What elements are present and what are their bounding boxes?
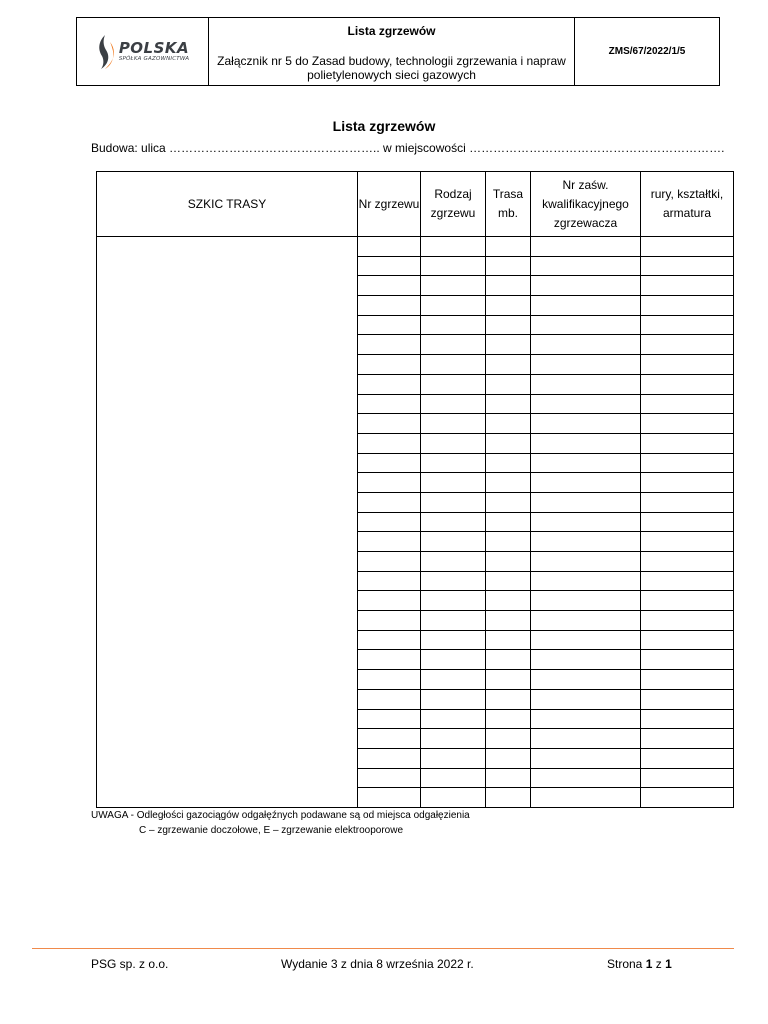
table-cell[interactable] — [421, 335, 486, 355]
sketch-area[interactable] — [97, 237, 358, 808]
table-cell[interactable] — [358, 552, 421, 572]
table-cell[interactable] — [421, 315, 486, 335]
weld-list-table — [96, 171, 734, 808]
header-title-cell — [209, 18, 575, 85]
page-total: 1 — [665, 957, 672, 971]
table-cell[interactable] — [421, 433, 486, 453]
table-cell[interactable] — [358, 492, 421, 512]
table-cell[interactable] — [486, 473, 531, 493]
note-line-2: C – zgrzewanie doczołowe, E – zgrzewanie elektrooporowe — [139, 825, 404, 836]
table-cell[interactable] — [358, 729, 421, 749]
table-cell[interactable] — [531, 670, 641, 690]
table-cell[interactable] — [531, 394, 641, 414]
table-cell[interactable] — [486, 394, 531, 414]
table-cell[interactable] — [358, 689, 421, 709]
table-cell[interactable] — [641, 729, 734, 749]
table-cell[interactable] — [358, 709, 421, 729]
table-cell[interactable] — [358, 394, 421, 414]
col-header-nr: Nr zgrzewu — [358, 172, 421, 237]
table-cell[interactable] — [641, 433, 734, 453]
col-header-szkic: SZKIC TRASY — [97, 172, 358, 237]
table-cell[interactable] — [486, 532, 531, 552]
table-cell[interactable] — [641, 394, 734, 414]
table-cell[interactable] — [641, 256, 734, 276]
table-cell[interactable] — [486, 414, 531, 434]
table-cell[interactable] — [486, 433, 531, 453]
table-cell[interactable] — [641, 335, 734, 355]
table-cell[interactable] — [421, 689, 486, 709]
note-block — [91, 808, 470, 838]
table-cell[interactable] — [641, 768, 734, 788]
table-cell[interactable] — [531, 355, 641, 375]
table-cell[interactable] — [641, 473, 734, 493]
table-cell[interactable] — [486, 650, 531, 670]
table-cell[interactable] — [531, 788, 641, 808]
table-cell[interactable] — [358, 355, 421, 375]
table-cell[interactable] — [486, 296, 531, 316]
table-cell[interactable] — [641, 650, 734, 670]
budowa-line: Budowa: ulica …………………………………………….. w miejscowości ………………………………………………………. — [91, 141, 725, 155]
footer-edition: Wydanie 3 z dnia 8 września 2022 r. — [281, 957, 474, 971]
table-cell[interactable] — [421, 670, 486, 690]
table-cell[interactable] — [641, 611, 734, 631]
table-cell[interactable] — [531, 473, 641, 493]
page-current: 1 — [645, 957, 653, 971]
table-cell[interactable] — [486, 276, 531, 296]
header-subtitle: Załącznik nr 5 do Zasad budowy, technologii zgrzewania i napraw polietylenowych sieci gazowych — [217, 54, 566, 82]
table-cell[interactable] — [531, 768, 641, 788]
table-cell[interactable] — [358, 512, 421, 532]
table-cell[interactable] — [358, 276, 421, 296]
table-cell[interactable] — [486, 591, 531, 611]
table-cell[interactable] — [531, 630, 641, 650]
table-cell[interactable] — [531, 276, 641, 296]
doc-code: ZMS/67/2022/1/5 — [608, 46, 686, 57]
table-cell[interactable] — [531, 492, 641, 512]
table-cell[interactable] — [486, 315, 531, 335]
table-cell[interactable] — [358, 374, 421, 394]
table-cell[interactable] — [531, 689, 641, 709]
table-cell[interactable] — [486, 453, 531, 473]
table-cell[interactable] — [486, 492, 531, 512]
table-cell[interactable] — [421, 729, 486, 749]
col-header-trasa: Trasa mb. — [486, 172, 531, 237]
table-cell[interactable] — [421, 552, 486, 572]
table-cell[interactable] — [486, 571, 531, 591]
table-cell[interactable] — [421, 453, 486, 473]
table-cell[interactable] — [531, 256, 641, 276]
table-cell[interactable] — [641, 374, 734, 394]
table-cell[interactable] — [421, 256, 486, 276]
table-cell[interactable] — [358, 768, 421, 788]
table-cell[interactable] — [358, 414, 421, 434]
document-header — [76, 17, 720, 86]
col-header-rodzaj: Rodzaj zgrzewu — [421, 172, 486, 237]
table-cell[interactable] — [421, 512, 486, 532]
table-cell[interactable] — [358, 571, 421, 591]
table-cell[interactable] — [641, 630, 734, 650]
table-cell[interactable] — [531, 453, 641, 473]
table-cell[interactable] — [641, 355, 734, 375]
table-cell[interactable] — [531, 571, 641, 591]
table-cell[interactable] — [421, 473, 486, 493]
table-cell[interactable] — [421, 414, 486, 434]
col-header-kwalifikacja: Nr zaśw. kwalifikacyjnego zgrzewacza — [531, 172, 641, 237]
table-cell[interactable] — [486, 611, 531, 631]
table-cell[interactable] — [421, 276, 486, 296]
table-cell[interactable] — [358, 296, 421, 316]
table-cell[interactable] — [641, 788, 734, 808]
table-cell[interactable] — [531, 591, 641, 611]
table-cell[interactable] — [421, 394, 486, 414]
table-cell[interactable] — [641, 591, 734, 611]
table-cell[interactable] — [358, 670, 421, 690]
table-cell[interactable] — [641, 709, 734, 729]
table-cell[interactable] — [641, 453, 734, 473]
table-cell[interactable] — [641, 296, 734, 316]
table-cell[interactable] — [486, 630, 531, 650]
footer-company: PSG sp. z o.o. — [91, 957, 169, 971]
table-cell[interactable] — [486, 670, 531, 690]
table-cell[interactable] — [531, 532, 641, 552]
note-line-1: UWAGA - Odległości gazociągów odgałęźnych podawane są od miejsca odgałęzienia — [91, 810, 470, 821]
table-header-row — [97, 172, 734, 237]
table-cell[interactable] — [421, 532, 486, 552]
table-cell[interactable] — [421, 374, 486, 394]
table-cell[interactable] — [531, 237, 641, 257]
table-cell[interactable] — [421, 788, 486, 808]
weld-list-table-wrap — [96, 171, 734, 808]
logo-main-text: POLSKA — [118, 38, 190, 57]
table-cell[interactable] — [531, 611, 641, 631]
table-cell[interactable] — [421, 630, 486, 650]
table-cell[interactable] — [531, 374, 641, 394]
table-cell[interactable] — [486, 355, 531, 375]
table-cell[interactable] — [531, 335, 641, 355]
logo-sub-text: SPÓŁKA GAZOWNICTWA — [118, 55, 190, 62]
table-cell[interactable] — [358, 315, 421, 335]
table-cell[interactable] — [358, 591, 421, 611]
table-cell[interactable] — [358, 237, 421, 257]
table-cell[interactable] — [641, 414, 734, 434]
page-prefix: Strona — [607, 957, 643, 971]
table-cell[interactable] — [358, 788, 421, 808]
table-cell[interactable] — [531, 414, 641, 434]
table-cell[interactable] — [421, 296, 486, 316]
table-cell[interactable] — [358, 473, 421, 493]
table-cell[interactable] — [531, 552, 641, 572]
psg-logo — [96, 34, 189, 70]
table-cell[interactable] — [358, 650, 421, 670]
table-cell[interactable] — [358, 748, 421, 768]
table-cell[interactable] — [641, 552, 734, 572]
table-cell[interactable] — [358, 630, 421, 650]
table-cell[interactable] — [486, 335, 531, 355]
table-cell[interactable] — [531, 512, 641, 532]
table-cell[interactable] — [486, 768, 531, 788]
table-cell[interactable] — [486, 256, 531, 276]
table-cell[interactable] — [531, 315, 641, 335]
table-cell[interactable] — [641, 315, 734, 335]
footer-page — [607, 957, 672, 971]
table-cell[interactable] — [358, 335, 421, 355]
table-cell[interactable] — [531, 650, 641, 670]
table-cell[interactable] — [531, 433, 641, 453]
table-cell[interactable] — [486, 709, 531, 729]
table-cell[interactable] — [358, 256, 421, 276]
table-cell[interactable] — [358, 453, 421, 473]
table-cell[interactable] — [641, 670, 734, 690]
table-cell[interactable] — [486, 729, 531, 749]
table-cell[interactable] — [641, 512, 734, 532]
table-cell[interactable] — [531, 729, 641, 749]
table-cell[interactable] — [421, 492, 486, 512]
table-cell[interactable] — [641, 571, 734, 591]
table-body — [97, 237, 734, 808]
table-cell[interactable] — [641, 492, 734, 512]
table-cell[interactable] — [421, 650, 486, 670]
table-cell[interactable] — [421, 237, 486, 257]
table-cell[interactable] — [486, 512, 531, 532]
table-cell[interactable] — [421, 768, 486, 788]
table-cell[interactable] — [421, 611, 486, 631]
logo-cell — [77, 18, 209, 85]
table-cell[interactable] — [486, 374, 531, 394]
table-cell[interactable] — [486, 552, 531, 572]
flame-icon — [96, 34, 116, 70]
table-cell[interactable] — [531, 748, 641, 768]
col-header-rury: rury, kształtki, armatura — [641, 172, 734, 237]
table-cell[interactable] — [421, 748, 486, 768]
table-cell[interactable] — [358, 611, 421, 631]
table-cell[interactable] — [486, 788, 531, 808]
page-sep: z — [655, 957, 662, 971]
table-cell[interactable] — [641, 532, 734, 552]
page-title: Lista zgrzewów — [332, 118, 436, 134]
table-cell[interactable] — [641, 276, 734, 296]
table-row — [97, 237, 734, 257]
table-cell[interactable] — [641, 237, 734, 257]
table-cell[interactable] — [421, 571, 486, 591]
header-title: Lista zgrzewów — [347, 24, 436, 38]
table-cell[interactable] — [421, 355, 486, 375]
footer-divider — [32, 948, 734, 949]
table-cell[interactable] — [486, 237, 531, 257]
table-cell[interactable] — [531, 296, 641, 316]
table-cell[interactable] — [486, 748, 531, 768]
table-cell[interactable] — [641, 689, 734, 709]
table-cell[interactable] — [641, 748, 734, 768]
table-cell[interactable] — [421, 709, 486, 729]
table-cell[interactable] — [358, 532, 421, 552]
table-cell[interactable] — [486, 689, 531, 709]
table-cell[interactable] — [531, 709, 641, 729]
table-cell[interactable] — [421, 591, 486, 611]
table-cell[interactable] — [358, 433, 421, 453]
